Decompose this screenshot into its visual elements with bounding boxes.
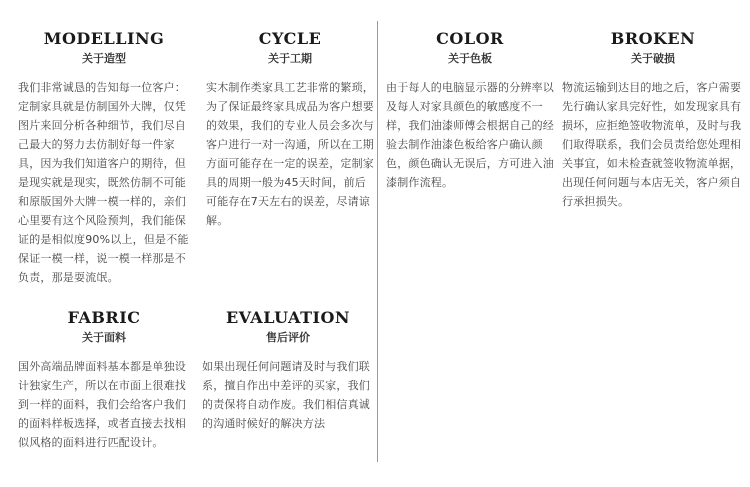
section-subtitle: 关于工期	[268, 52, 312, 65]
section-title: CYCLE	[258, 29, 322, 48]
section-subtitle: 关于色板	[448, 52, 492, 65]
section-title: EVALUATION	[225, 308, 351, 327]
section-modelling	[18, 29, 190, 287]
section-text: 如果出现任何问题请及时与我们联系，擅自作出中差评的买家，我们的责保将自动作废。我们相信真诚的沟通时候好的解决方法	[202, 360, 370, 430]
section-title: MODELLING	[43, 29, 165, 48]
section-subtitle: 关于破损	[631, 52, 675, 65]
section-title: BROKEN	[610, 29, 696, 48]
vertical-divider	[377, 21, 378, 462]
section-text: 国外高端品牌面料基本都是单独设计独家生产，所以在市面上很难找到一样的面料，我们会给客户我们的面料样板选择，或者直接去找相似风格的面料进行匹配设计。	[18, 360, 186, 449]
section-text: 物流运输到达目的地之后，客户需要先行确认家具完好性，如发现家具有损坏，应拒绝签收物流单，及时与我们取得联系，我们会员责给您处理相关事宜，如未检查就签收物流单据，出现任何问题与本店无关，客户须自行承担损失。	[562, 81, 742, 208]
section-title: FABRIC	[67, 308, 141, 327]
section-text: 我们非常诚恳的告知每一位客户：定制家具就是仿制国外大牌，仅凭图片来回分析各种细节，我们尽自己最大的努力去仿制好每一件家具，因为我们知道客户的期待，但是现实就是现实，既然仿制不可能和原版国外大牌一模一样的，亲们心里要有这个风险预判，我们能保证的是相似度90%以上，但是不能保证一模一样，说一模一样那是不负责，那是耍流氓。	[18, 81, 189, 284]
section-broken	[562, 29, 744, 211]
section-subtitle: 售后评价	[266, 331, 310, 344]
section-text: 由于每人的电脑显示器的分辨率以及每人对家具颜色的敏感度不一样，我们油漆师傅会根据自己的经验去制作油漆色板给客户确认颜色，颜色确认无误后，方可进入油漆制作流程。	[386, 81, 554, 189]
section-color	[386, 29, 554, 192]
section-text: 实木制作类家具工艺非常的繁琐，为了保证最终家具成品为客户想要的效果，我们的专业人员会多次与客户进行一对一沟通，所以在工期方面可能存在一定的误差，定制家具的周期一般为45天时间，前后可能存在7天左右的误差，尽请谅解。	[206, 81, 374, 227]
section-subtitle: 关于面料	[82, 331, 126, 344]
section-fabric	[18, 308, 190, 452]
section-cycle	[206, 29, 374, 230]
section-evaluation	[202, 308, 374, 433]
section-title: COLOR	[436, 29, 504, 48]
section-subtitle: 关于造型	[82, 52, 126, 65]
